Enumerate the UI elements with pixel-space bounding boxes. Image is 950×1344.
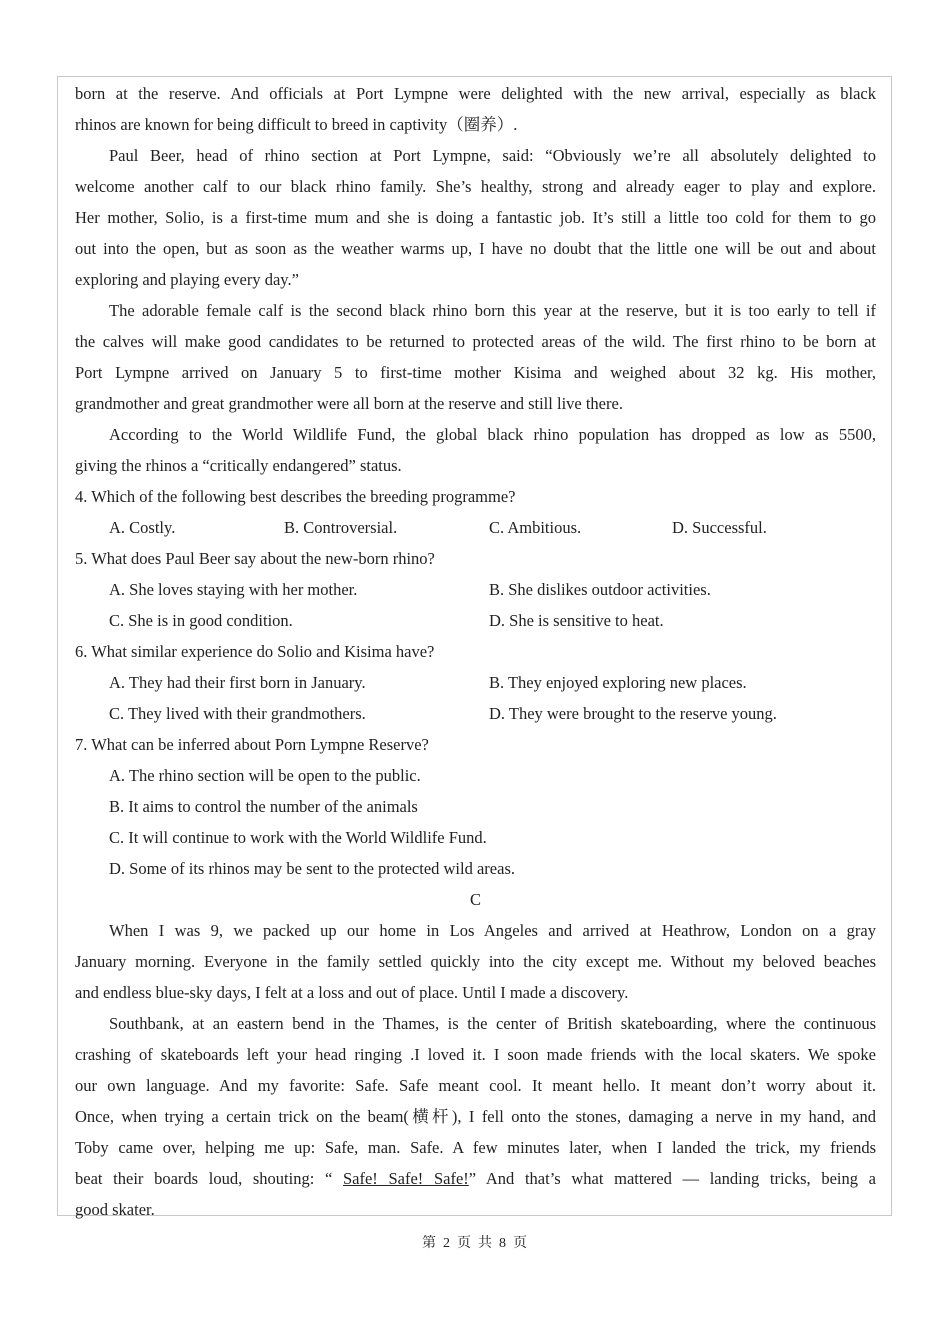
question-5 xyxy=(75,543,876,636)
text-line: grandmother and great grandmother were all born at the reserve and still live there. xyxy=(75,394,623,413)
text-segment: ” And that’s what mattered — landing tricks, being a xyxy=(468,1169,876,1188)
text-line: January morning. Everyone in the family settled quickly into the city except me. Without my beloved beaches xyxy=(75,952,876,971)
text-line: out into the open, but as soon as the weather warms up, I have no doubt that the little one will be out and about xyxy=(75,239,876,258)
footer-prefix: 第 xyxy=(422,1236,437,1251)
text-line: Southbank, at an eastern bend in the Thames, is the center of British skateboarding, where the continuous xyxy=(109,1014,876,1033)
text-line: the calves will make good candidates to be returned to protected areas of the wild. The first rhino to be born at xyxy=(75,332,876,351)
text-line: Port Lympne arrived on January 5 to first-time mother Kisima and weighed about 32 kg. His mother, xyxy=(75,363,876,382)
question-4 xyxy=(75,481,876,543)
question-stem: 5. What does Paul Beer say about the new-born rhino? xyxy=(75,549,435,568)
option-b[interactable]: B. It aims to control the number of the animals xyxy=(109,797,418,816)
exam-page-content xyxy=(75,78,876,1225)
option-row xyxy=(75,698,876,729)
text-line: Once, when trying a certain trick on the beam(横杆), I fell onto the stones, damaging a nerve in my hand, and xyxy=(75,1107,876,1126)
option-c[interactable]: C. It will continue to work with the World Wildlife Fund. xyxy=(109,828,487,847)
option-d[interactable]: D. Some of its rhinos may be sent to the protected wild areas. xyxy=(109,859,515,878)
option-a[interactable]: A. The rhino section will be open to the public. xyxy=(109,766,421,785)
text-line: welcome another calf to our black rhino family. She’s healthy, strong and already eager to play and explore. xyxy=(75,177,876,196)
option-b[interactable]: B. Controversial. xyxy=(284,518,398,537)
question-6 xyxy=(75,636,876,729)
text-line: and endless blue-sky days, I felt at a loss and out of place. Until I made a discovery. xyxy=(75,983,629,1002)
text-line: Her mother, Solio, is a first-time mum and she is doing a fantastic job. It’s still a little too cold for them to go xyxy=(75,208,876,227)
text-segment: beat their boards loud, shouting: “ xyxy=(75,1169,343,1188)
question-7 xyxy=(75,729,876,884)
option-row xyxy=(75,667,876,698)
text-line: rhinos are known for being difficult to breed in captivity（圈养）. xyxy=(75,115,518,134)
question-stem: 6. What similar experience do Solio and Kisima have? xyxy=(75,642,435,661)
passage-b-paragraph-1 xyxy=(75,140,876,295)
option-a[interactable]: A. Costly. xyxy=(109,518,176,537)
question-stem: 4. Which of the following best describes the breeding programme? xyxy=(75,487,516,506)
option-d[interactable]: D. Successful. xyxy=(672,518,767,537)
option-b[interactable]: B. She dislikes outdoor activities. xyxy=(489,580,711,599)
text-line: The adorable female calf is the second black rhino born this year at the reserve, but it is too early to tell if xyxy=(109,301,876,320)
page-footer xyxy=(0,1234,950,1254)
option-c[interactable]: C. She is in good condition. xyxy=(109,611,293,630)
text-line: crashing of skateboards left your head ringing .I loved it. I soon made friends with the local skaters. We spoke xyxy=(75,1045,876,1064)
option-a[interactable]: A. They had their first born in January. xyxy=(109,673,366,692)
option-d[interactable]: D. They were brought to the reserve young. xyxy=(489,704,777,723)
option-b[interactable]: B. They enjoyed exploring new places. xyxy=(489,673,747,692)
text-line: good skater. xyxy=(75,1200,155,1219)
underlined-quote: Safe! Safe! Safe! xyxy=(342,1169,469,1188)
question-stem: 7. What can be inferred about Porn Lympne Reserve? xyxy=(75,735,429,754)
passage-b-paragraph-0 xyxy=(75,78,876,140)
option-c[interactable]: C. Ambitious. xyxy=(489,518,582,537)
footer-page-word: 页 xyxy=(457,1236,472,1251)
text-line: Paul Beer, head of rhino section at Port Lympne, said: “Obviously we’re all absolutely delighted to xyxy=(109,146,876,165)
section-heading: C xyxy=(469,890,481,909)
footer-total-prefix: 共 xyxy=(478,1236,493,1251)
text-line: our own language. And my favorite: Safe. Safe meant cool. It meant hello. It meant don’t worry about it. xyxy=(75,1076,876,1095)
option-c[interactable]: C. They lived with their grandmothers. xyxy=(109,704,366,723)
option-a[interactable]: A. She loves staying with her mother. xyxy=(109,580,358,599)
option-d[interactable]: D. She is sensitive to heat. xyxy=(489,611,664,630)
option-row xyxy=(75,512,876,543)
option-row xyxy=(75,605,876,636)
passage-b-paragraph-2 xyxy=(75,295,876,419)
passage-c-paragraph-1 xyxy=(75,915,876,1008)
total-pages-number: 8 xyxy=(499,1236,507,1251)
text-line: Toby came over, helping me up: Safe, man. Safe. A few minutes later, when I landed the trick, my friends xyxy=(75,1138,876,1157)
option-row xyxy=(75,574,876,605)
text-line xyxy=(75,1163,876,1194)
text-line: exploring and playing every day.” xyxy=(75,270,299,289)
current-page-number: 2 xyxy=(443,1236,451,1251)
text-line: According to the World Wildlife Fund, the global black rhino population has dropped as low as 5500, xyxy=(109,425,876,444)
passage-b-paragraph-3 xyxy=(75,419,876,481)
footer-suffix: 页 xyxy=(513,1236,528,1251)
text-line: giving the rhinos a “critically endangered” status. xyxy=(75,456,402,475)
text-line: born at the reserve. And officials at Port Lympne were delighted with the new arrival, especially as black xyxy=(75,84,876,103)
passage-c-paragraph-2 xyxy=(75,1008,876,1225)
text-line: When I was 9, we packed up our home in Los Angeles and arrived at Heathrow, London on a gray xyxy=(109,921,876,940)
